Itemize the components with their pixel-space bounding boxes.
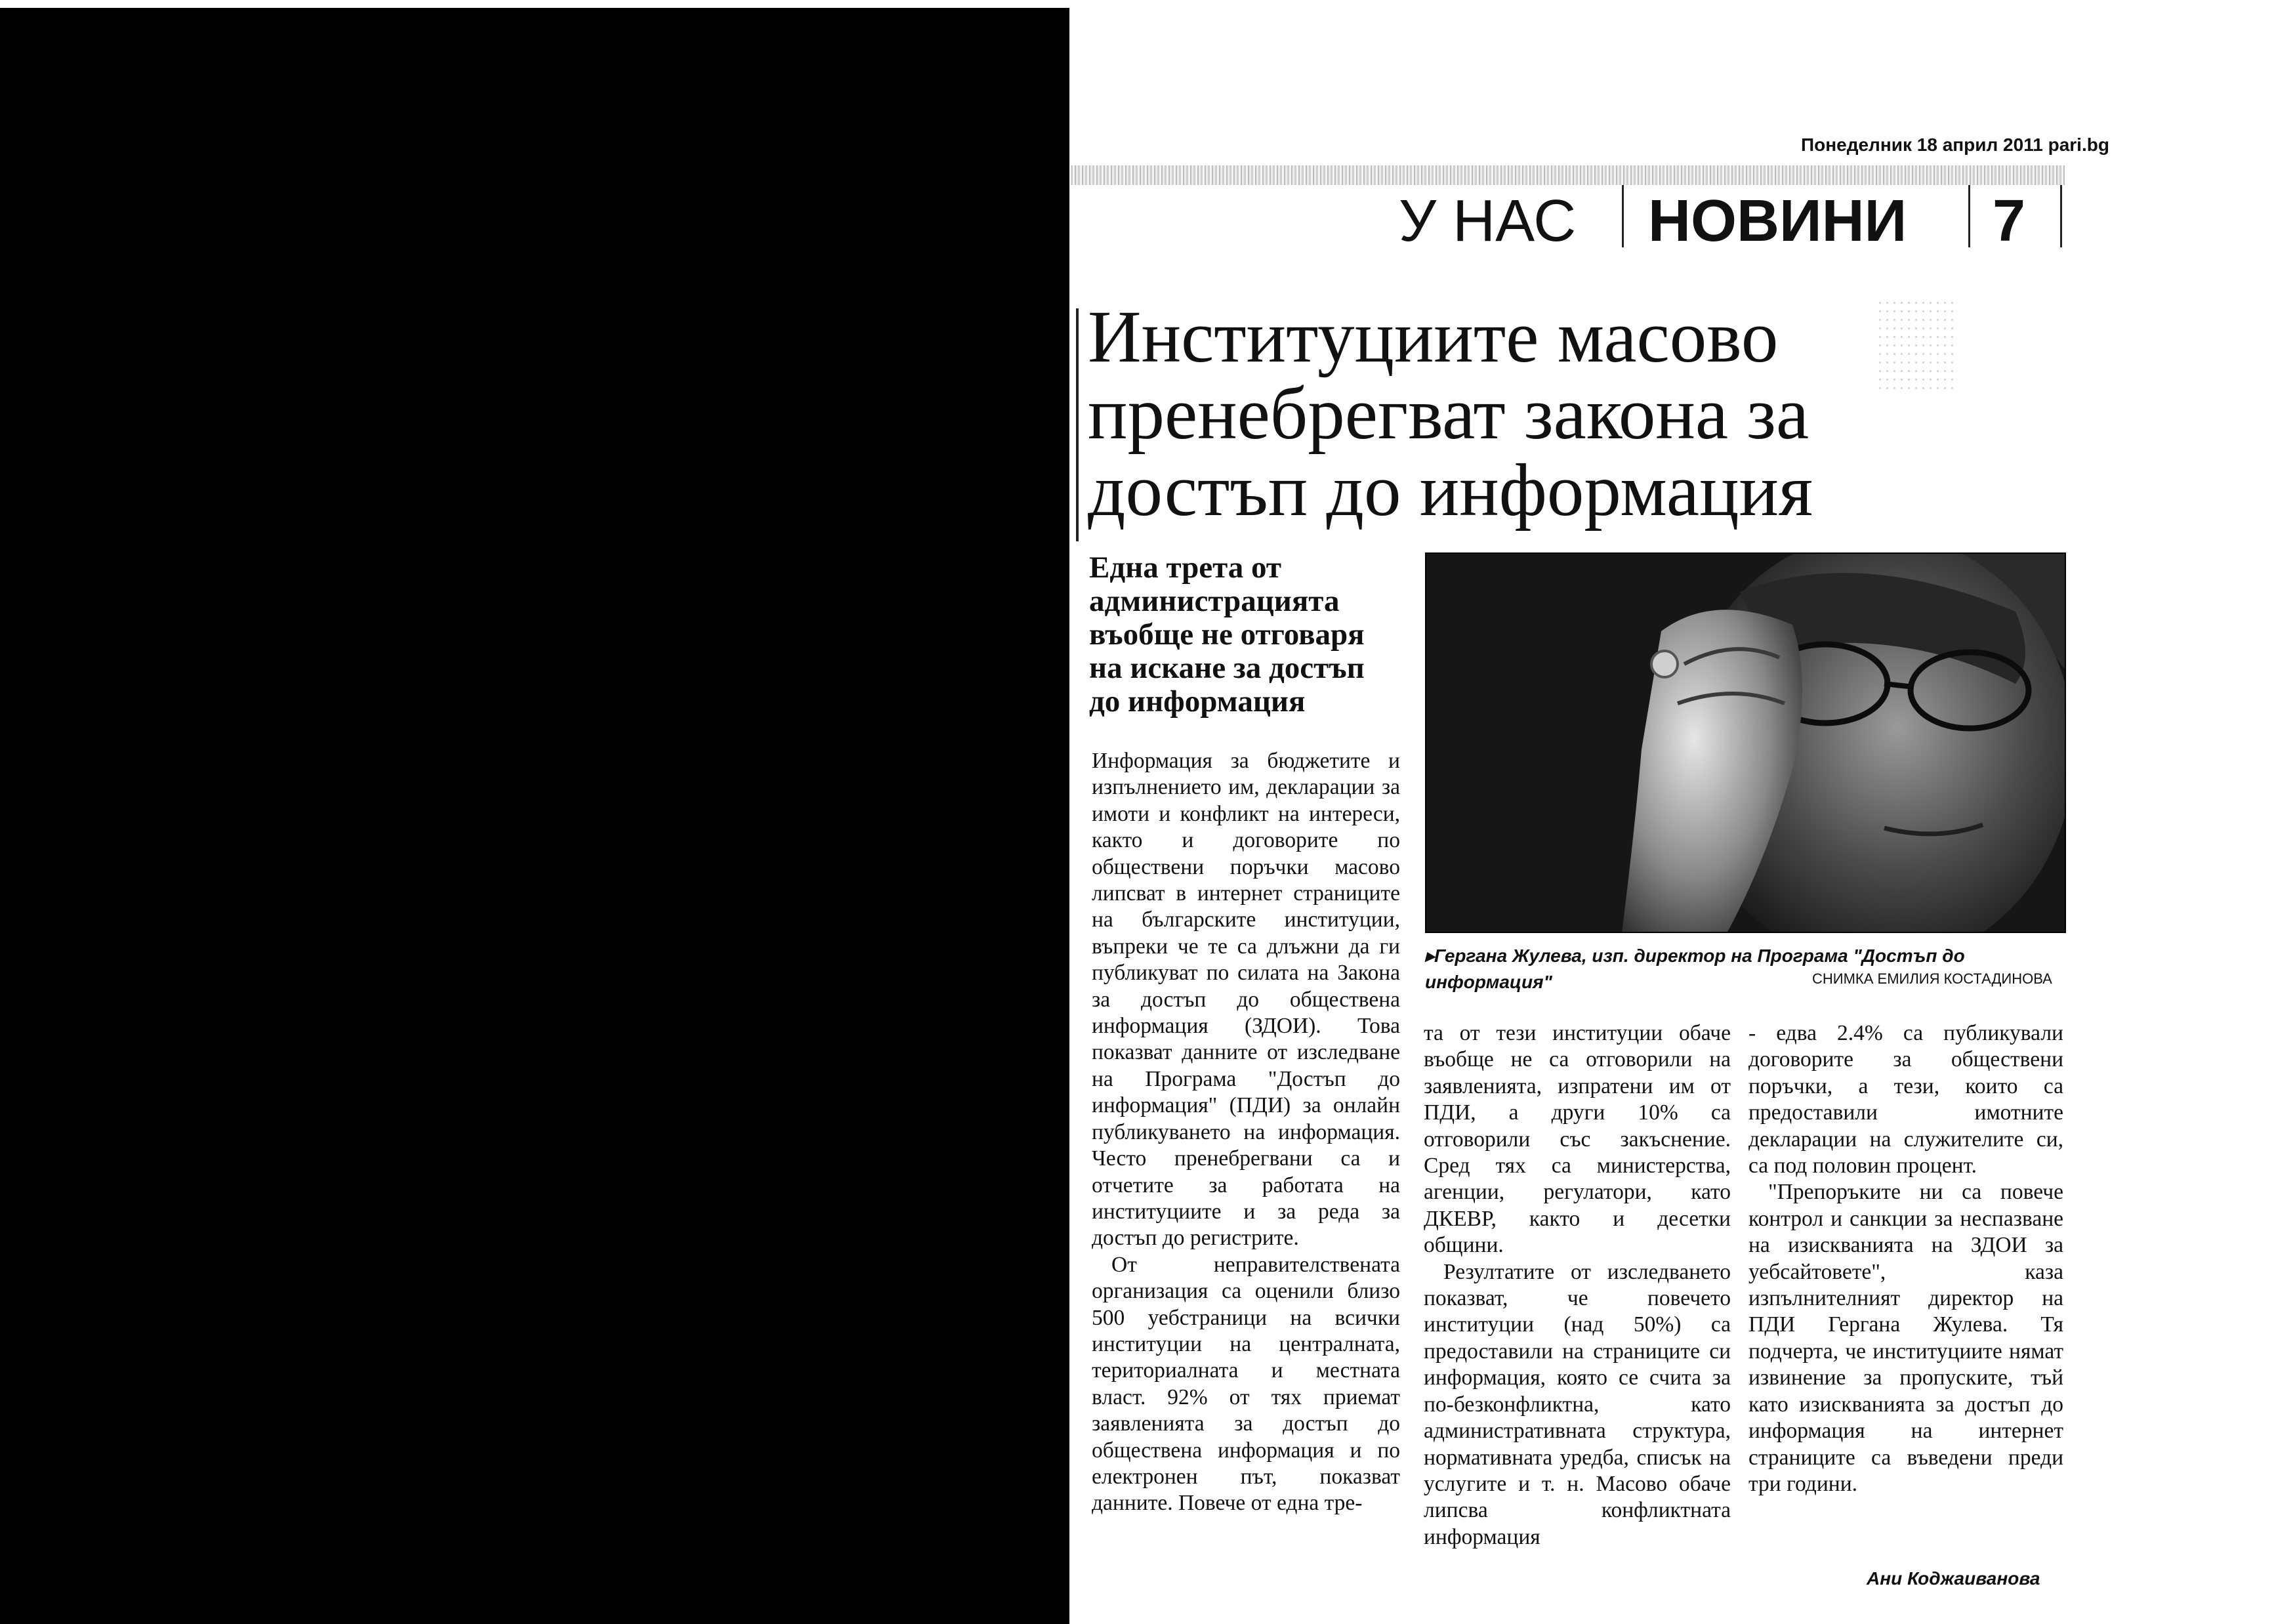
scan-noise [1876,299,1955,390]
article-column-1 [1092,748,1400,1517]
article-column-3 [1748,1020,2063,1497]
article-column-2 [1424,1020,1731,1551]
header-texture-band [1071,165,2065,185]
page-number: 7 [1993,188,2026,254]
paragraph: та от тези институции обаче въобще не са отговорили на заявленията, изпратени им от ПДИ, а други 10% са отговорили със закъснение. Сред тях са министерства, агенции, регулатори, като ДКЕВР, както и десетки общини. [1424,1021,1731,1258]
section-divider [1968,185,1970,247]
paragraph: - едва 2.4% са публикували договорите за обществени поръчки, а тези, които са предоставили имотните декларации на служителите си, са под половин процент. [1748,1021,2063,1178]
date-text: Понеделник 18 април 2011 [1801,135,2043,155]
dateline [1801,135,2109,156]
paragraph: От неправителствената организация са оценили близо 500 уебстраници на всички институции на централната, териториалната и местната власт. 92% от тях приемат заявленията за достъп до обществена информация и по електронен път, показват данните. Повече от една тре- [1092,1252,1400,1516]
article-photo [1425,552,2066,933]
redacted-black-panel [0,8,1069,1624]
section-label-local: У НАС [1399,188,1577,254]
section-divider [2060,185,2062,247]
article-headline: Институциите масово пренебрегват закона за достъп до информация [1088,296,1813,531]
portrait-photo [1425,552,2066,933]
site-name: pari.bg [2048,135,2109,155]
photo-caption: ▸Гергана Жулева, изп. директор на Програма "Достъп до информация" [1425,946,1965,992]
photo-credit: СНИМКА ЕМИЛИЯ КОСТАДИНОВА [1812,970,2052,987]
article-byline: Ани Коджаиванова [1867,1568,2040,1589]
section-label-news: НОВИНИ [1648,188,1907,254]
article-deck: Една трета от администрацията въобще не отговаря на искане за достъп до информация [1089,551,1365,718]
paragraph: Резултатите от изследването показват, че повечето институции (над 50%) са предоставили на страниците си информация, която се счита за по-безконфликтна, като административната структура, нормативната уредба, списък на услугите и т. н. Масово обаче липсва конфликтната информация [1424,1259,1731,1549]
section-divider [1622,185,1624,247]
section-header [1071,185,2065,257]
paragraph: "Препоръките ни са повече контрол и санкции за неспазване на изискванията на ЗДОИ за уебсайтовете", каза изпълнителният директор на ПДИ Гергана Жулева. Тя подчерта, че институциите нямат извинение за пропуските, тъй като изискванията за достъп до информация на интернет страниците са въведени преди три години. [1748,1180,2063,1496]
headline-rule [1076,308,1079,541]
paragraph: Информация за бюджетите и изпълнението им, декларации за имоти и конфликт на интереси, както и договорите по обществени поръчки масово липсват в интернет страниците на българските институции, въпреки че те са длъжни да ги публикуват по силата на Закона за достъп до обществена информация (ЗДОИ). Това показват данните от изследване на Програма "Достъп до информация" (ПДИ) за онлайн публикуването на информация. Често пренебрегвани са и отчетите за работата на институциите и за реда за достъп до регистрите. [1092,749,1400,1251]
